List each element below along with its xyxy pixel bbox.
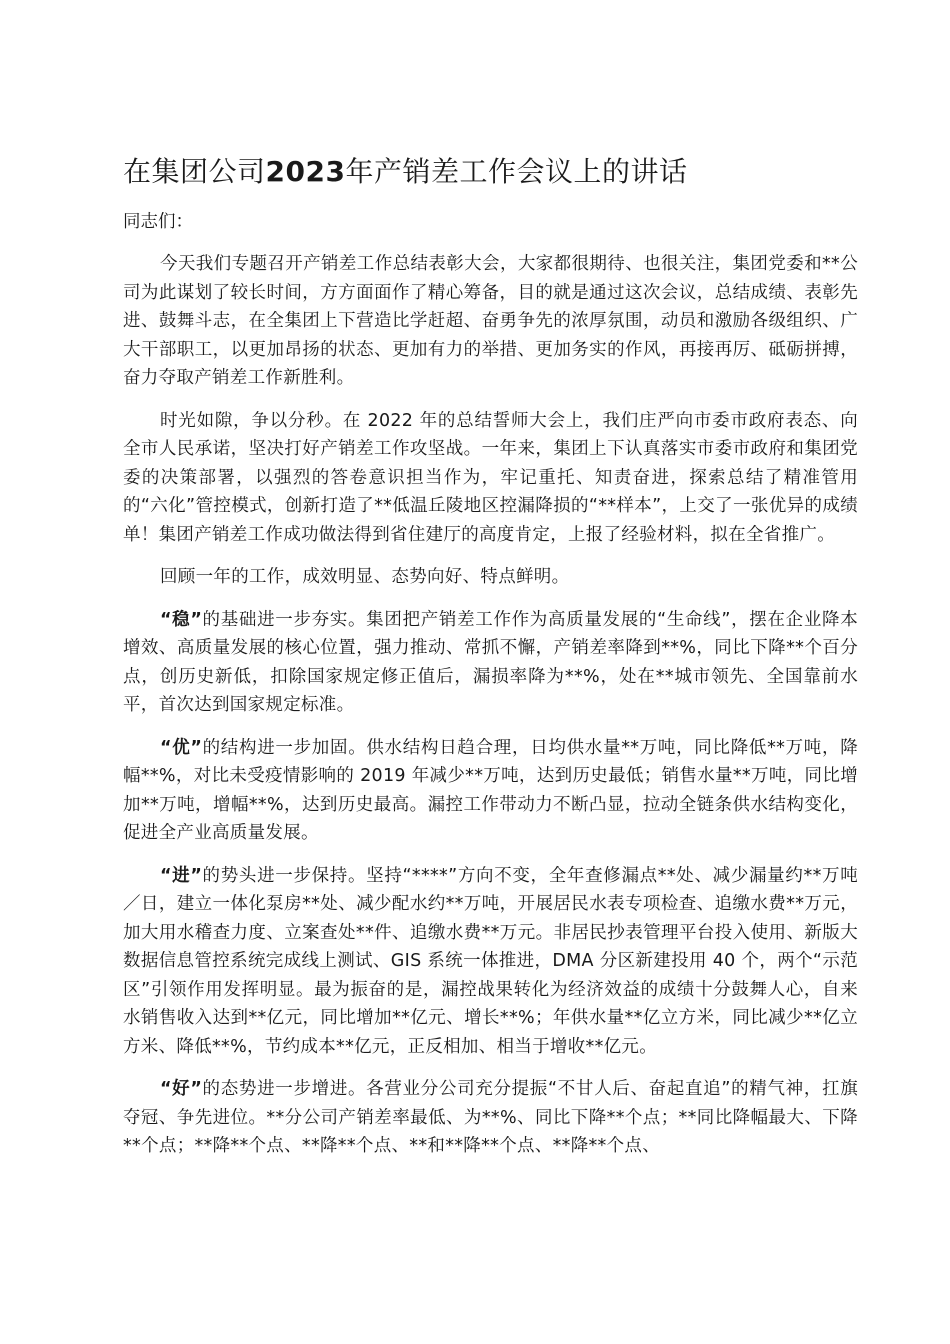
paragraph-lead: “稳” <box>160 609 203 630</box>
paragraph-text: 的势头进一步保持。坚持“****”方向不变，全年查修漏点**处、减少漏量约**万吨／日，建立一体化泵房**处、减少配水约**万吨，开展居民水表专项检查、追缴水费**万元，加大用水稽查力度、立案查处**件、追缴水费**万元。非居民抄表管理平台投入使用、新版大数据信息管控系统完成线上测试、GIS 系统一体推进，DMA 分区新建投用 40 个，两个“示范区”引领作用发挥明显。最为振奋的是，漏控战果转化为经济效益的成绩十分鼓舞人心，自来水销售收入达到**亿元，同比增加**亿元、增长**%；年供水量**亿立方米，同比减少**亿立方米、降低**%，节约成本**亿元，正反相加、相当于增收**亿元。 <box>123 865 858 1057</box>
paragraph-stable <box>123 606 858 720</box>
document-title <box>123 150 858 194</box>
paragraph-review <box>123 407 858 550</box>
paragraph-lead: “好” <box>160 1079 203 1099</box>
paragraph-text: 回顾一年的工作，成效明显、态势向好、特点鲜明。 <box>160 567 570 587</box>
salutation: 同志们： <box>123 212 193 232</box>
title-suffix: 年产销差工作会议上的讲话 <box>345 155 688 188</box>
paragraph-text: 时光如隙，争以分秒。在 2022 年的总结誓师大会上，我们庄严向市委市政府表态、向全市人民承诺，坚决打好产销差工作攻坚战。一年来，集团上下认真落实市委市政府和集团党委的决策部署，以强烈的答卷意识担当作为，牢记重托、知责奋进，探索总结了精准管用的“六化”管控模式，创新打造了**低温丘陵地区控漏降损的“**样本”，上交了一张优异的成绩单！集团产销差工作成功做法得到省住建厅的高度肯定，上报了经验材料，拟在全省推广。 <box>123 410 858 545</box>
paragraph-text: 今天我们专题召开产销差工作总结表彰大会，大家都很期待、也很关注，集团党委和**公司为此谋划了较长时间，方方面面作了精心筹备，目的就是通过这次会议，总结成绩、表彰先进、鼓舞斗志，在全集团上下营造比学赶超、奋勇争先的浓厚氛围，动员和激励各级组织、广大干部职工，以更加昂扬的状态、更加有力的举措、更加务实的作风，再接再厉、砥砺拼搏，奋力夺取产销差工作新胜利。 <box>123 254 858 388</box>
title-year: 2023 <box>265 155 346 188</box>
document-body <box>123 150 858 1161</box>
paragraph-optimize <box>123 734 858 848</box>
paragraph-opening <box>123 250 858 393</box>
paragraph-lead: “进” <box>160 865 203 886</box>
paragraph-text: 的态势进一步增进。各营业分公司充分提振“不甘人后、奋起直追”的精气神，扛旗夺冠、争先进位。**分公司产销差率最低、为**%、同比下降**个点；**同比降幅最大、下降**个点；**降**个点、**降**个点、**和**降**个点、**降**个点、 <box>123 1079 858 1156</box>
paragraph-text: 的结构进一步加固。供水结构日趋合理，日均供水量**万吨，同比降低**万吨，降幅**%，对比未受疫情影响的 2019 年减少**万吨，达到历史最低；销售水量**万吨，同比增加**万吨，增幅**%，达到历史最高。漏控工作带动力不断凸显，拉动全链条供水结构变化，促进全产业高质量发展。 <box>123 737 858 843</box>
paragraph-good <box>123 1075 858 1161</box>
paragraph-progress <box>123 862 858 1062</box>
paragraph-text: 的基础进一步夯实。集团把产销差工作作为高质量发展的“生命线”，摆在企业降本增效、高质量发展的核心位置，强力推动、常抓不懈，产销差率降到**%，同比下降**个百分点，创历史新低，扣除国家规定修正值后，漏损率降为**%，处在**城市领先、全国靠前水平，首次达到国家规定标准。 <box>123 609 858 715</box>
paragraph-summary <box>123 563 858 592</box>
title-prefix: 在集团公司 <box>123 155 266 188</box>
paragraph-lead: “优” <box>160 737 203 758</box>
